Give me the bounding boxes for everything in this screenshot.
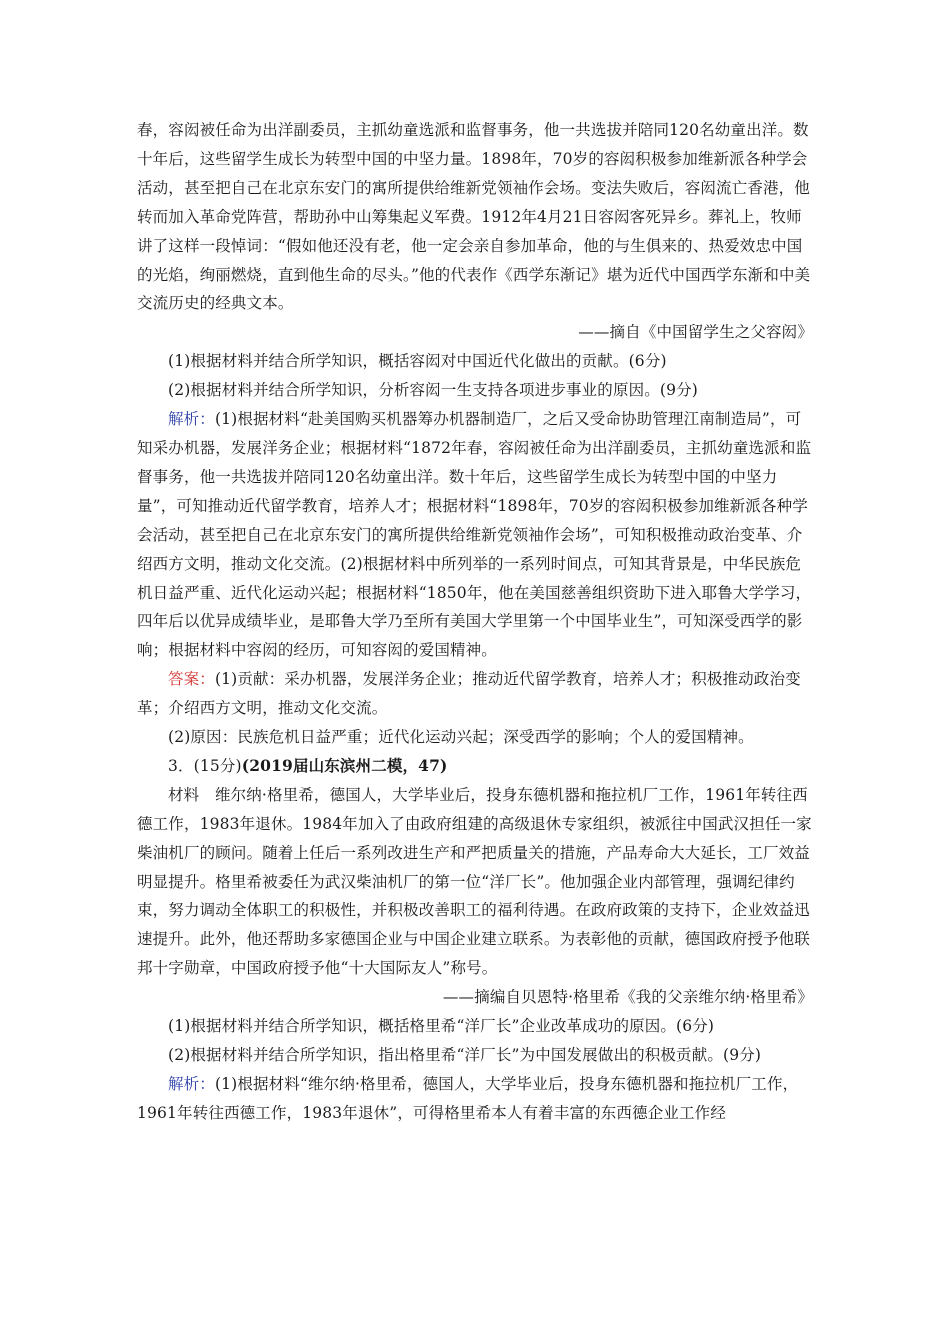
material-continuation: 春，容闳被任命为出洋副委员，主抓幼童选派和监督事务，他一共选拔并陪同120名幼童出洋。数十年后，这些留学生成长为转型中国的中坚力量。1898年，70岁的容闳积极参加维新派各种学会活动，甚至把自己在北京东安门的寓所提供给维新党领袖作会场。变法失败后，容闳流亡香港，他转而加入革命党阵营，帮助孙中山筹集起义军费。1912年4月21日容闳客死异乡。葬礼上，牧师讲了这样一段悼词：“假如他还没有老，他一定会亲自参加革命，他的与生俱来的、热爱效忠中国的光焰，绚丽燃烧，直到他生命的尽头。”他的代表作《西学东渐记》堪为近代中国西学东渐和中美交流历史的经典文本。	[137, 121, 811, 313]
q3-analysis	[137, 1070, 815, 1128]
q2-answer	[137, 665, 815, 723]
document-page	[137, 116, 815, 1128]
q3-header-source: (2019届山东滨州二模，47)	[241, 755, 448, 775]
q2-subquestion-2: (2)根据材料并结合所学知识，分析容闳一生支持各项进步事业的原因。(9分)	[168, 381, 698, 400]
q3-material: 材料 维尔纳·格里希，德国人，大学毕业后，投身东德机器和拖拉机厂工作，1961年转往西德工作，1983年退休。1984年加入了由政府组建的高级退休专家组织，被派往中国武汉担任一家柴油机厂的顾问。随着上任后一系列改进生产和严把质量关的措施，产品寿命大大延长，工厂效益明显提升。格里希被委任为武汉柴油机厂的第一位“洋厂长”。他加强企业内部管理，强调纪律约束，努力调动全体职工的积极性，并积极改善职工的福利待遇。在政府政策的支持下，企业效益迅速提升。此外，他还帮助多家德国企业与中国企业建立联系。为表彰他的贡献，德国政府授予他联邦十字勋章，中国政府授予他“十大国际友人”称号。	[137, 785, 812, 978]
analysis-text: (1)根据材料“赴美国购买机器筹办机器制造厂，之后又受命协助管理江南制造局”，可知采办机器，发展洋务企业；根据材料“1872年春，容闳被任命为出洋副委员，主抓幼童选派和监督事务，他一共选拔并陪同120名幼童出洋。数十年后，这些留学生成长为转型中国的中坚力量”，可知推动近代留学教育，培养人才；根据材料“1898年，70岁的容闳积极参加维新派各种学会活动，甚至把自己在北京东安门的寓所提供给维新党领袖作会场”，可知积极推动政治变革、介绍西方文明，推动文化交流。(2)根据材料中所列举的一系列时间点，可知其背景是，中华民族危机日益严重、近代化运动兴起；根据材料“1850年，他在美国慈善组织资助下进入耶鲁大学学习，四年后以优异成绩毕业，是耶鲁大学乃至所有美国大学里第一个中国毕业生”，可知深受西学的影响；根据材料中容闳的经历，可知容闳的爱国精神。	[137, 410, 812, 660]
q3-header-prefix: 3．(15分)	[168, 756, 242, 775]
analysis-text-2: (1)根据材料“维尔纳·格里希，德国人，大学毕业后，投身东德机器和拖拉机厂工作，1961年转往西德工作，1983年退休”，可得格里希本人有着丰富的东西德企业工作经	[137, 1074, 799, 1122]
analysis-label-2: 解析：	[168, 1074, 215, 1093]
q3-subquestion-2: (2)根据材料并结合所学知识，指出格里希“洋厂长”为中国发展做出的积极贡献。(9分)	[168, 1046, 762, 1064]
answer-label: 答案：	[168, 670, 215, 689]
q2-subquestion-1: (1)根据材料并结合所学知识，概括容闳对中国近代化做出的贡献。(6分)	[168, 352, 667, 371]
q2-answer-2: (2)原因：民族危机日益严重；近代化运动兴起；深受西学的影响；个人的爱国精神。	[168, 728, 754, 747]
analysis-label: 解析：	[168, 410, 215, 429]
q3-subquestion-1: (1)根据材料并结合所学知识，概括格里希“洋厂长”企业改革成功的原因。(6分)	[168, 1017, 715, 1036]
source-citation-1: ——摘自《中国留学生之父容闳》	[578, 323, 813, 342]
q2-analysis	[137, 405, 815, 665]
q3-header	[137, 752, 815, 781]
answer-text-1: (1)贡献：采办机器，发展洋务企业；推动近代留学教育，培养人才；积极推动政治变革；介绍西方文明，推动文化交流。	[137, 670, 801, 718]
source-citation-2: ——摘编自贝恩特·格里希《我的父亲维尔纳·格里希》	[442, 988, 813, 1007]
